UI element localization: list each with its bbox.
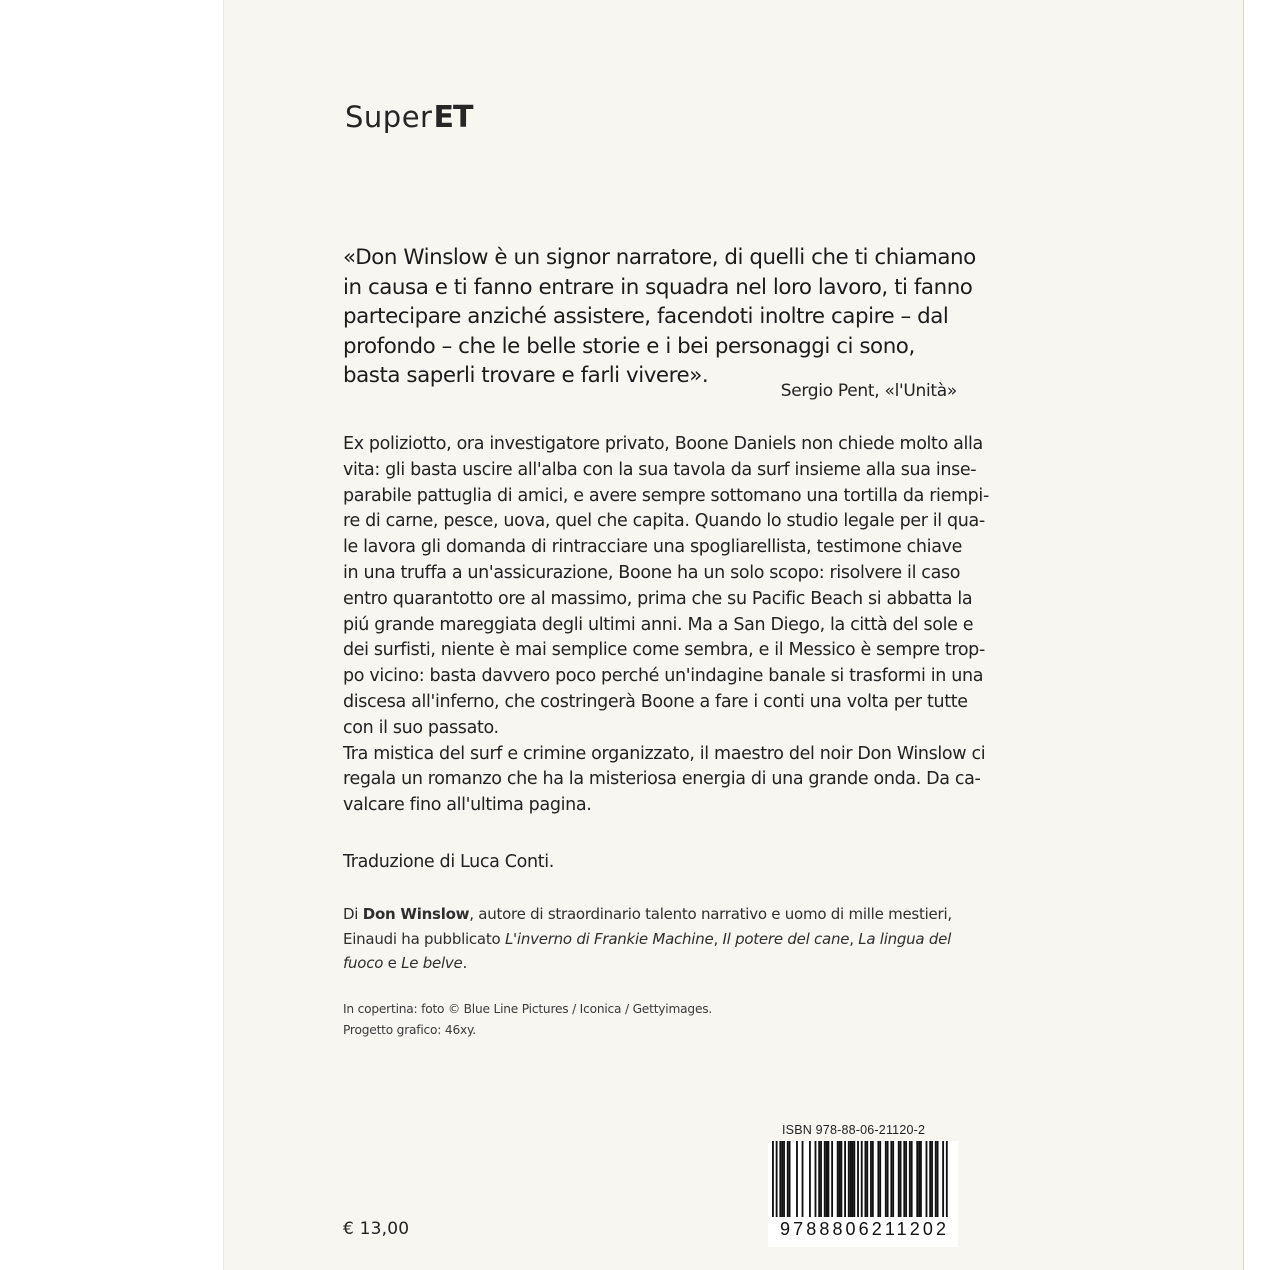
barcode-bars: [768, 1141, 958, 1217]
bio-text: Einaudi ha pubblicato: [343, 929, 505, 948]
image-credits: [343, 999, 712, 1041]
barcode-bar: [853, 1141, 855, 1217]
barcode-bar: [937, 1141, 939, 1217]
barcode-bar: [861, 1141, 863, 1217]
bio-separator: ,: [849, 929, 859, 948]
barcode-bar: [866, 1141, 868, 1217]
barcode-bar: [783, 1141, 785, 1217]
barcode-bar: [929, 1141, 931, 1217]
bio-line: [343, 951, 963, 976]
barcode-bar: [872, 1141, 874, 1217]
barcode-bar: [820, 1141, 822, 1217]
blurb-line: dei surfisti, niente è mai semplice come sembra, e il Messico è sempre trop-: [343, 640, 985, 661]
barcode-bar: [826, 1141, 828, 1217]
barcode-bar: [890, 1141, 892, 1217]
barcode-bar: [781, 1141, 783, 1217]
barcode-bar: [839, 1141, 841, 1217]
bio-line: [343, 927, 963, 952]
barcode-bar: [909, 1141, 911, 1217]
blurb-line: entro quarantotto ore al massimo, prima che su Pacific Beach si abbatta la: [343, 588, 973, 609]
barcode-bar: [870, 1141, 872, 1217]
barcode-bar: [848, 1141, 850, 1217]
barcode-bar: [857, 1141, 859, 1217]
barcode-bar: [879, 1141, 881, 1217]
graphic-design-credit: Progetto grafico: 46xy.: [343, 1023, 476, 1037]
barcode-bar: [942, 1141, 944, 1217]
bio-text: , autore di straordinario talento narrativo e uomo di mille mestieri,: [469, 905, 952, 923]
blurb-line: vita: gli basta uscire all'alba con la sua tavola da surf insieme alla sua inse-: [343, 459, 977, 480]
blurb-line: in una truffa a un'assicurazione, Boone ha un solo scopo: risolvere il caso: [343, 562, 961, 583]
blurb-line: le lavora gli domanda di rintracciare una spogliarellista, testimone chiave: [343, 537, 962, 558]
barcode-bar: [918, 1141, 920, 1217]
barcode-bar: [831, 1141, 833, 1217]
review-quote: [343, 243, 976, 391]
bio-line: [343, 902, 963, 927]
blurb-line: Tra mistica del surf e crimine organizzato, il maestro del noir Don Winslow ci: [343, 743, 986, 764]
barcode-bar: [946, 1141, 948, 1217]
bio-separator: ,: [713, 929, 723, 948]
barcode-bar: [877, 1141, 879, 1217]
publisher-logo: [345, 100, 472, 135]
barcode-bar: [892, 1141, 894, 1217]
barcode-bar: [852, 1141, 854, 1217]
bio-author-name: Don Winslow: [362, 905, 470, 923]
barcode-bar: [818, 1141, 820, 1217]
barcode-bar: [931, 1141, 933, 1217]
translation-credit: Traduzione di Luca Conti.: [343, 852, 554, 872]
barcode-bar: [776, 1141, 778, 1217]
barcode-bar: [828, 1141, 830, 1217]
bio-end: .: [462, 954, 468, 972]
quote-line: in causa e ti fanno entrare in squadra nel loro lavoro, ti fanno: [343, 274, 973, 300]
barcode-bar: [809, 1141, 811, 1217]
barcode-bar: [920, 1141, 922, 1217]
blurb-line: parabile pattuglia di amici, e avere sempre sottomano una tortilla da riempi-: [343, 485, 989, 506]
barcode-bar: [840, 1141, 842, 1217]
barcode-bar: [885, 1141, 887, 1217]
barcode-bar: [935, 1141, 937, 1217]
barcode-bar: [837, 1141, 839, 1217]
blurb-line: po vicino: basta davvero poco perché un'indagine banale si trasformi in una: [343, 666, 984, 687]
barcode-bar: [887, 1141, 889, 1217]
blurb-line: con il suo passato.: [343, 717, 499, 738]
bio-separator: e: [383, 954, 402, 972]
quote-line: basta saperli trovare e farli vivere».: [343, 363, 709, 388]
bio-book-title: fuoco: [343, 954, 384, 972]
cover-photo-credit: In copertina: foto © Blue Line Pictures / Iconica / Gettyimages.: [343, 1002, 713, 1016]
quote-line: «Don Winslow è un signor narratore, di quelli che ti chiamano: [343, 245, 976, 270]
barcode-bar: [844, 1141, 846, 1217]
price-label: € 13,00: [343, 1219, 410, 1239]
barcode-bar: [926, 1141, 928, 1217]
barcode-bar: [787, 1141, 789, 1217]
bio-book-title: Le belve: [401, 954, 463, 972]
barcode-bar: [796, 1141, 798, 1217]
blurb-line: re di carne, pesce, uova, quel che capita. Quando lo studio legale per il qua-: [343, 511, 985, 532]
author-bio: [343, 902, 963, 976]
barcode-bar: [789, 1141, 791, 1217]
bio-book-title: L'inverno di Frankie Machine: [504, 929, 714, 948]
barcode-bar: [850, 1141, 852, 1217]
bio-prefix: Di: [343, 905, 363, 923]
blurb-line: valcare fino all'ultima pagina.: [343, 795, 592, 816]
quote-line: partecipare anziché assistere, facendoti inoltre capire – dal: [343, 304, 949, 329]
bio-book-title: Il potere del cane: [722, 929, 850, 948]
blurb-line: regala un romanzo che ha la misteriosa energia di una grande onda. Da ca-: [343, 769, 981, 790]
barcode-bar: [772, 1141, 774, 1217]
barcode-bar: [898, 1141, 900, 1217]
blurb-line: Ex poliziotto, ora investigatore privato, Boone Daniels non chiede molto alla: [343, 434, 983, 454]
barcode-bar: [779, 1141, 781, 1217]
blurb-line: piú grande mareggiata degli ultimi anni. Ma a San Diego, la città del sole e: [343, 614, 974, 635]
barcode-bar: [911, 1141, 913, 1217]
barcode-bar: [815, 1141, 817, 1217]
bio-book-title: La lingua del: [858, 929, 952, 948]
isbn-label: ISBN 978-88-06-21120-2: [782, 1123, 926, 1137]
barcode-digits: 9788806211202: [780, 1219, 950, 1239]
blurb-line: discesa all'inferno, che costringerà Boone a fare i conti una volta per tutte: [343, 691, 968, 712]
barcode-bar: [824, 1141, 826, 1217]
logo-et-text: ET: [433, 100, 473, 135]
logo-super-text: Super: [345, 100, 433, 134]
quote-source: Sergio Pent, «l'Unità»: [780, 381, 957, 401]
blurb-text: [343, 432, 989, 819]
barcode-bar: [903, 1141, 905, 1217]
barcode-bar: [916, 1141, 918, 1217]
barcode-bar: [865, 1141, 867, 1217]
quote-line: profondo – che le belle storie e i bei personaggi ci sono,: [343, 333, 915, 359]
barcode-bar: [802, 1141, 804, 1217]
barcode-bar: [900, 1141, 902, 1217]
barcode-bar: [905, 1141, 907, 1217]
